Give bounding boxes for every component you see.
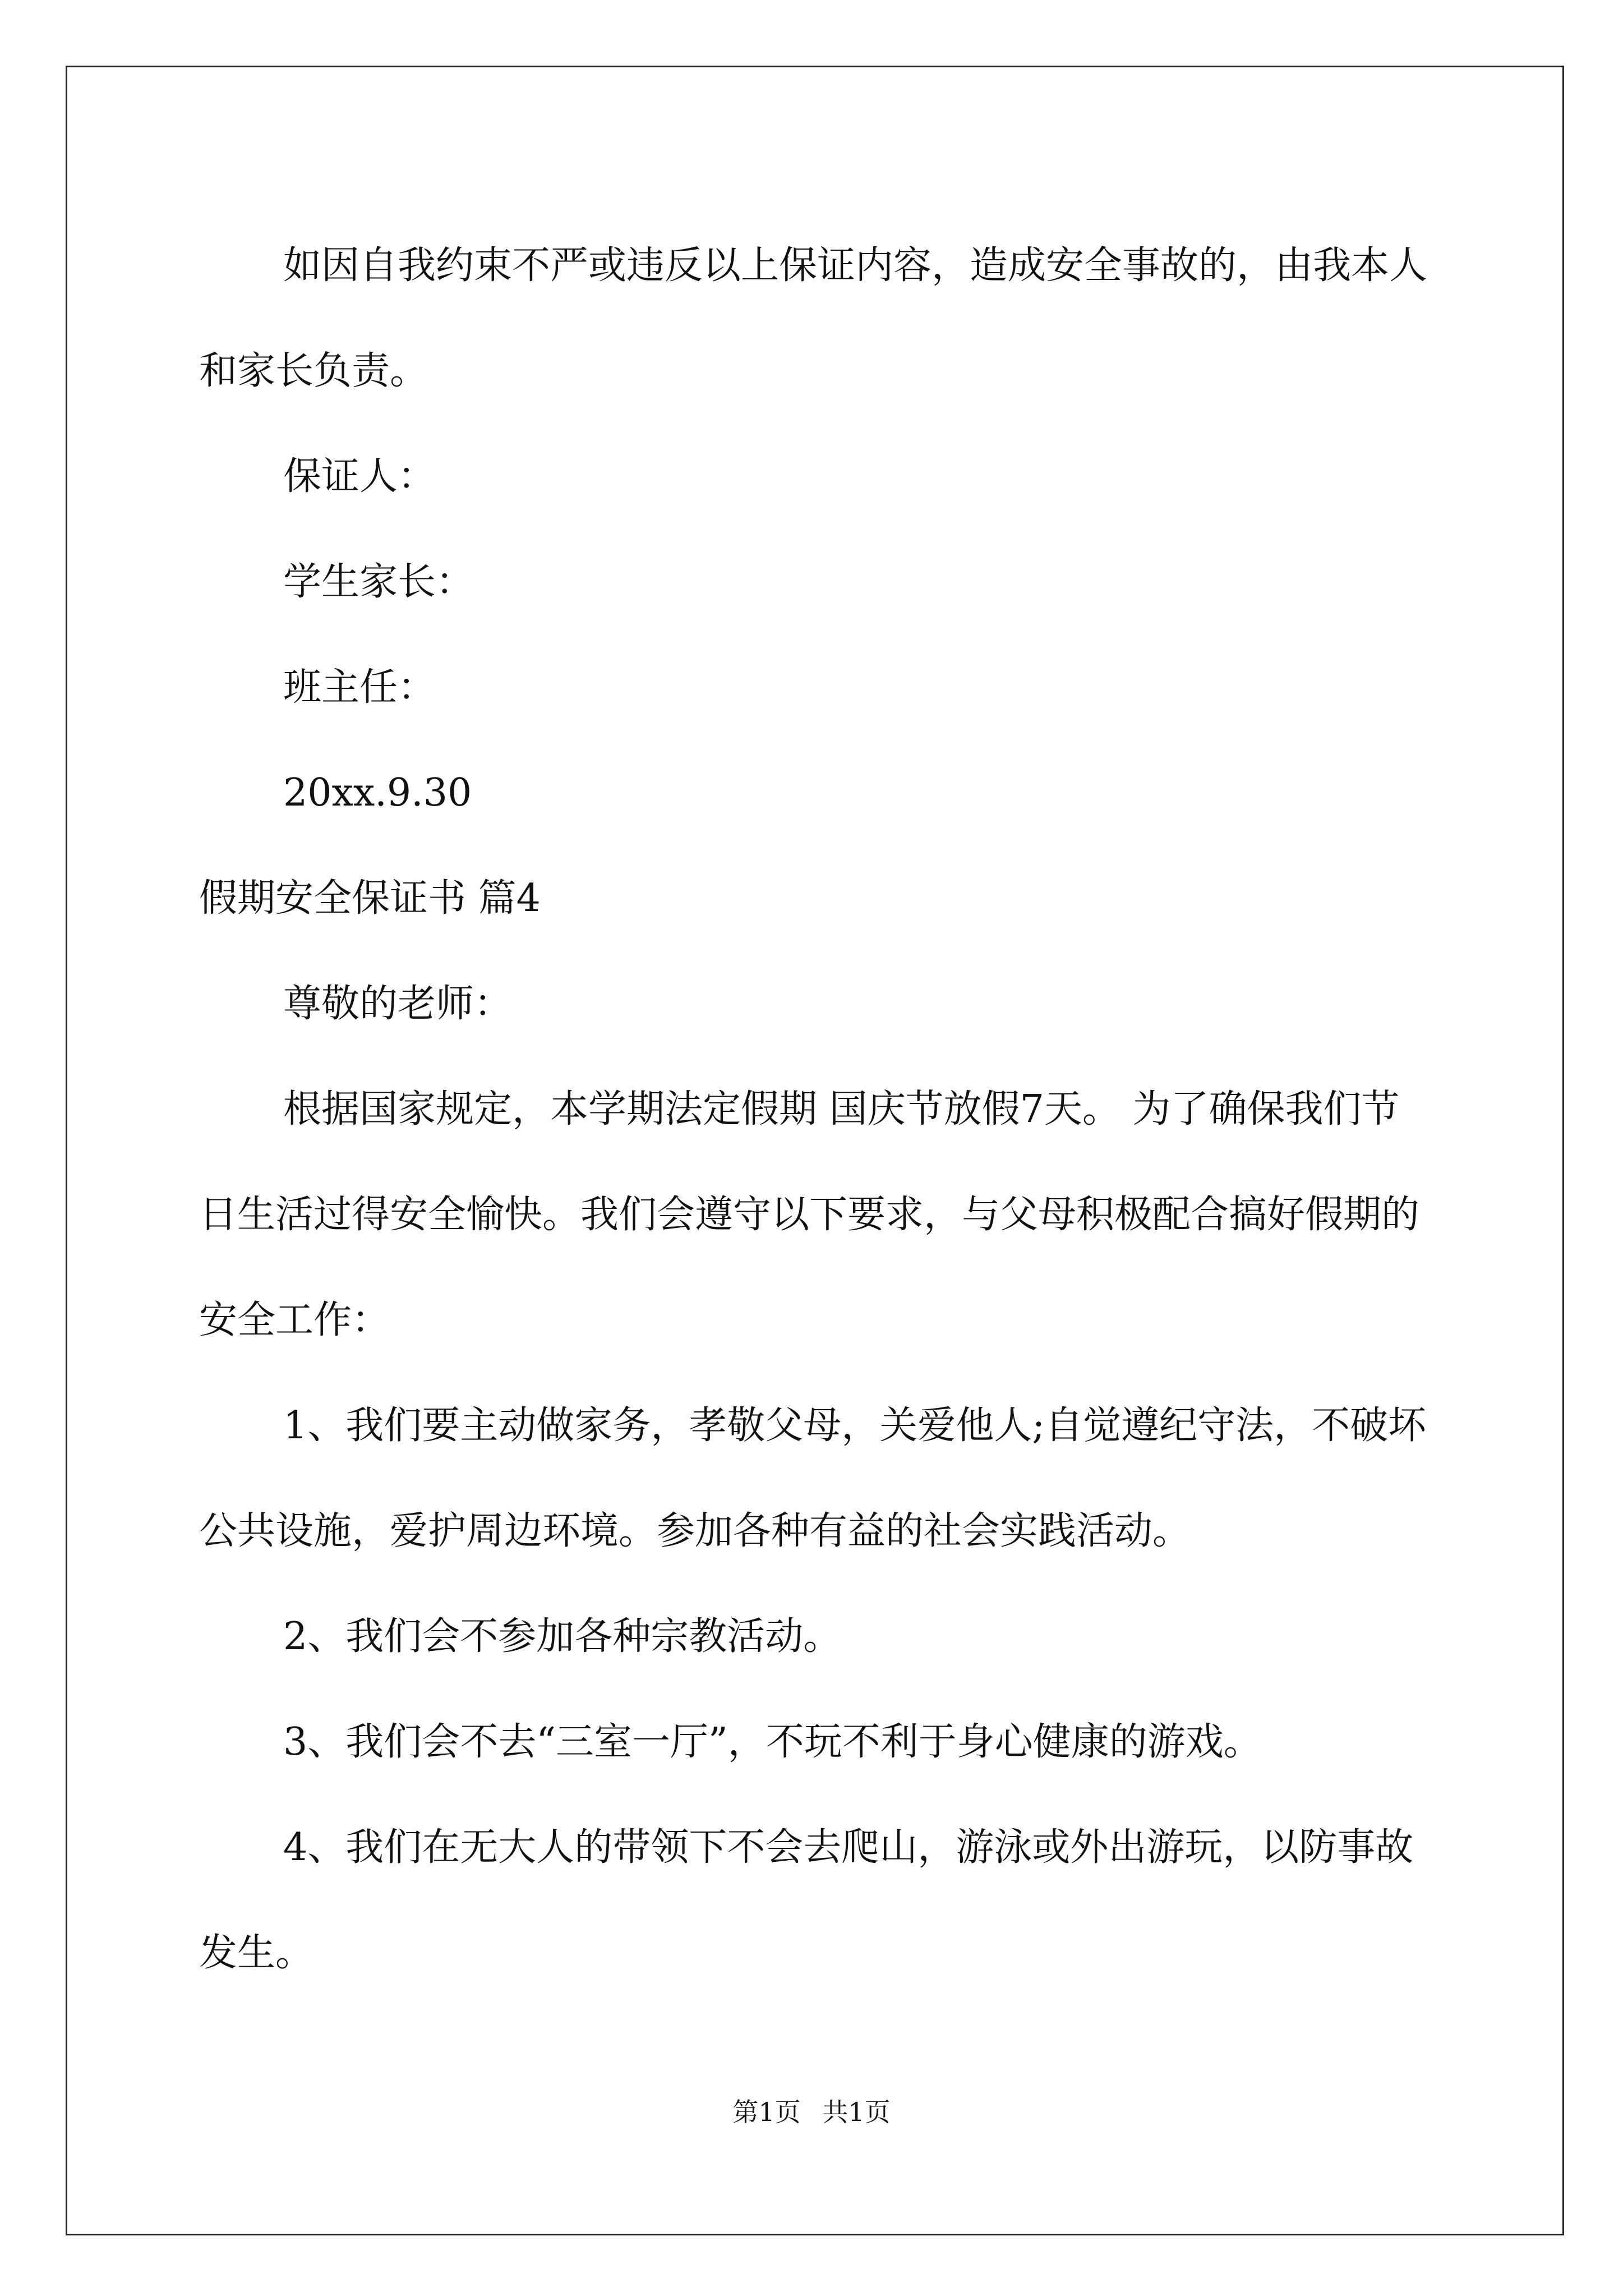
signature-parent-label: 学生家长： <box>283 560 474 604</box>
page-number-current: 第1页 <box>732 2097 801 2127</box>
list-item-2: 2、我们会不参加各种宗教活动。 <box>283 1614 842 1659</box>
paragraph-responsibility: 如因自我约束不严或违反以上保证内容，造成安全事故的，由我本人和家长负责。 <box>199 243 1428 393</box>
date-line: 20xx.9.30 <box>283 771 472 815</box>
signature-guarantor-label: 保证人： <box>283 454 436 499</box>
page-number-total: 共1页 <box>822 2097 891 2127</box>
section-heading: 假期安全保证书 篇4 <box>199 876 541 921</box>
salutation: 尊敬的老师： <box>283 982 513 1026</box>
signature-teacher-label: 班主任： <box>283 665 436 710</box>
paragraph-intro: 根据国家规定，本学期法定假期 国庆节放假7天。 为了确保我们节日生活过得安全愉快。我们会遵守以下要求，与父母积极配合搞好假期的安全工作： <box>199 1087 1420 1342</box>
list-item-3: 3、我们会不去“三室一厅”，不玩不利于身心健康的游戏。 <box>283 1720 1262 1764</box>
list-item-1: 1、我们要主动做家务，孝敬父母，关爱他人;自觉遵纪守法，不破坏公共设施，爱护周边环境。参加各种有益的社会实践活动。 <box>199 1404 1427 1553</box>
list-item-4: 4、我们在无大人的带领下不会去爬山，游泳或外出游玩，以防事故发生。 <box>199 1825 1414 1975</box>
page-footer <box>0 2095 1623 2129</box>
document-body <box>199 213 1433 2006</box>
